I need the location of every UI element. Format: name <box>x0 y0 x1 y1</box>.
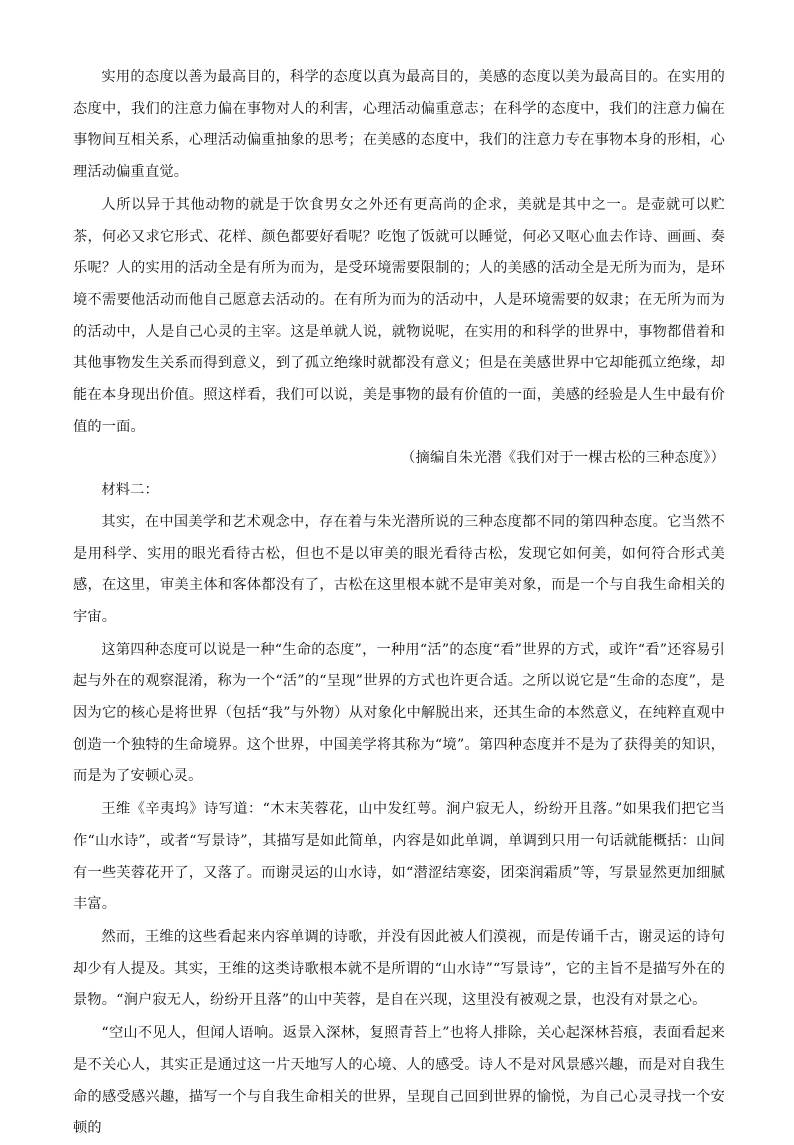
paragraph-7: “空山不见人，但闻人语响。返景入深林，复照青苔上”也将人排除，关心起深林苔痕，表面看起来是不关心人，其实正是通过这一片天地写人的心境、人的感受。诗人不是对风景感兴趣，而是对自我生命的感受感兴趣，描写一个与自我生命相关的世界，呈现自己回到世界的愉悦，为自己心灵寻找一个安顿的 <box>73 1025 725 1137</box>
paragraph-5: 王维《辛夷坞》诗写道：“木末芙蓉花，山中发红萼。涧户寂无人，纷纷开且落。”如果我们把它当作“山水诗”，或者“写景诗”，其描写是如此简单，内容是如此单调，单调到只用一句话就能概括：山间有一些芙蓉花开了，又落了。而谢灵运的山水诗，如“潜涩结寒姿，团栾润霜质”等，写景显然更加细腻丰富。 <box>73 801 725 913</box>
source-citation: （摘编自朱光潜《我们对于一棵古松的三种态度》） <box>401 450 725 467</box>
paragraph-6: 然而，王维的这些看起来内容单调的诗歌，并没有因此被人们漠视，而是传诵千古，谢灵运的诗句却少有人提及。其实，王维的这类诗歌根本就不是所谓的“山水诗”“写景诗”，它的主旨不是描写外在的景物。“涧户寂无人，纷纷开且落”的山中芙蓉，是自在兴现，这里没有被观之景，也没有对景之心。 <box>73 928 725 1009</box>
paragraph-1: 实用的态度以善为最高目的，科学的态度以真为最高目的，美感的态度以美为最高目的。在实用的态度中，我们的注意力偏在事物对人的利害，心理活动偏重意志；在科学的态度中，我们的注意力偏在事物间互相关系，心理活动偏重抽象的思考；在美感的态度中，我们的注意力专在事物本身的形相，心理活动偏重直觉。 <box>73 69 725 181</box>
document-page <box>73 62 725 1145</box>
paragraph-4: 这第四种态度可以说是一种“生命的态度”，一种用“活”的态度“看”世界的方式，或许“看”还容易引起与外在的观察混淆，称为一个“活”的“呈现”世界的方式也许更合适。之所以说它是“生命的态度”，是因为它的核心是将世界（包括“我”与外物）从对象化中解脱出来，还其生命的本然意义，在纯粹直观中创造一个独特的生命境界。这个世界，中国美学将其称为“境”。第四种态度并不是为了获得美的知识，而是为了安顿心灵。 <box>73 641 725 785</box>
paragraph-3: 其实，在中国美学和艺术观念中，存在着与朱光潜所说的三种态度都不同的第四种态度。它当然不是用科学、实用的眼光看待古松，但也不是以审美的眼光看待古松，发现它如何美，如何符合形式美感，在这里，审美主体和客体都没有了，古松在这里根本就不是审美对象，而是一个与自我生命相关的宇宙。 <box>73 513 725 625</box>
material-label: 材料二： <box>101 482 159 499</box>
paragraph-2: 人所以异于其他动物的就是于饮食男女之外还有更高尚的企求，美就是其中之一。是壶就可以贮茶，何必又求它形式、花样、颜色都要好看呢？吃饱了饭就可以睡觉，何必又呕心血去作诗、画画、奏乐呢？人的实用的活动全是有所为而为，是受环境需要限制的；人的美感的活动全是无所为而为，是环境不需要他活动而他自己愿意去活动的。在有所为而为的活动中，人是环境需要的奴隶；在无所为而为的活动中，人是自己心灵的主宰。这是单就人说，就物说呢，在实用的和科学的世界中，事物都借着和其他事物发生关系而得到意义，到了孤立绝缘时就都没有意义；但是在美感世界中它却能孤立绝缘，却能在本身现出价值。照这样看，我们可以说，美是事物的最有价值的一面，美感的经验是人生中最有价值的一面。 <box>73 196 725 435</box>
